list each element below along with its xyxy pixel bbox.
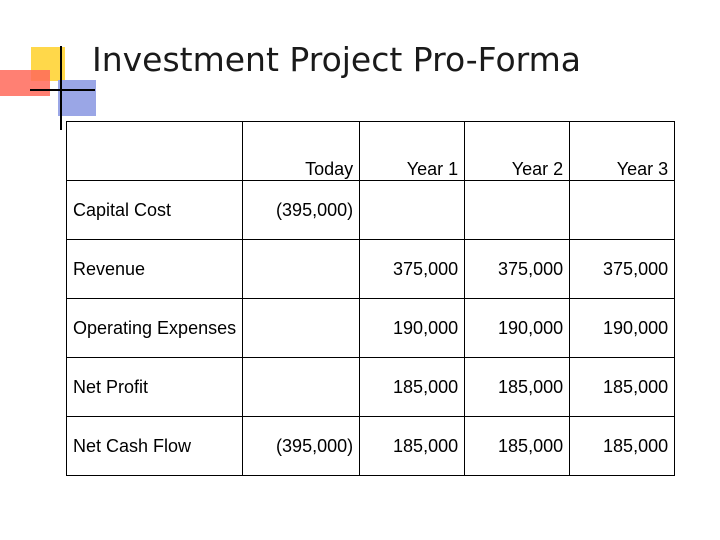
header-cell-year3: Year 3 — [570, 122, 675, 181]
row-label: Capital Cost — [67, 181, 243, 240]
deco-red-square — [0, 70, 50, 96]
cell-year1: 185,000 — [360, 358, 465, 417]
table-header-row — [67, 122, 675, 181]
cell-year3 — [570, 181, 675, 240]
row-label: Net Cash Flow — [67, 417, 243, 476]
cell-today — [243, 299, 360, 358]
cell-year2: 375,000 — [465, 240, 570, 299]
cell-year3: 185,000 — [570, 358, 675, 417]
cell-today — [243, 358, 360, 417]
row-label: Revenue — [67, 240, 243, 299]
cell-year2 — [465, 181, 570, 240]
proforma-table — [66, 121, 675, 476]
table-row — [67, 299, 675, 358]
table-row — [67, 240, 675, 299]
header-cell-year1: Year 1 — [360, 122, 465, 181]
header-cell-today: Today — [243, 122, 360, 181]
cell-year1: 185,000 — [360, 417, 465, 476]
cell-year1: 190,000 — [360, 299, 465, 358]
cell-year2: 185,000 — [465, 417, 570, 476]
deco-vertical-line — [60, 46, 62, 130]
cell-year3: 375,000 — [570, 240, 675, 299]
cell-year1: 375,000 — [360, 240, 465, 299]
row-label: Operating Expenses — [67, 299, 243, 358]
row-label: Net Profit — [67, 358, 243, 417]
slide-title: Investment Project Pro-Forma — [92, 40, 582, 79]
header-cell-blank — [67, 122, 243, 181]
header-cell-year2: Year 2 — [465, 122, 570, 181]
cell-today — [243, 240, 360, 299]
table-row — [67, 358, 675, 417]
table-row — [67, 417, 675, 476]
deco-horizontal-line — [30, 89, 95, 91]
cell-today: (395,000) — [243, 417, 360, 476]
table-row — [67, 181, 675, 240]
cell-year1 — [360, 181, 465, 240]
deco-blue-square — [58, 80, 96, 116]
cell-year2: 190,000 — [465, 299, 570, 358]
cell-year2: 185,000 — [465, 358, 570, 417]
cell-year3: 185,000 — [570, 417, 675, 476]
cell-today: (395,000) — [243, 181, 360, 240]
cell-year3: 190,000 — [570, 299, 675, 358]
